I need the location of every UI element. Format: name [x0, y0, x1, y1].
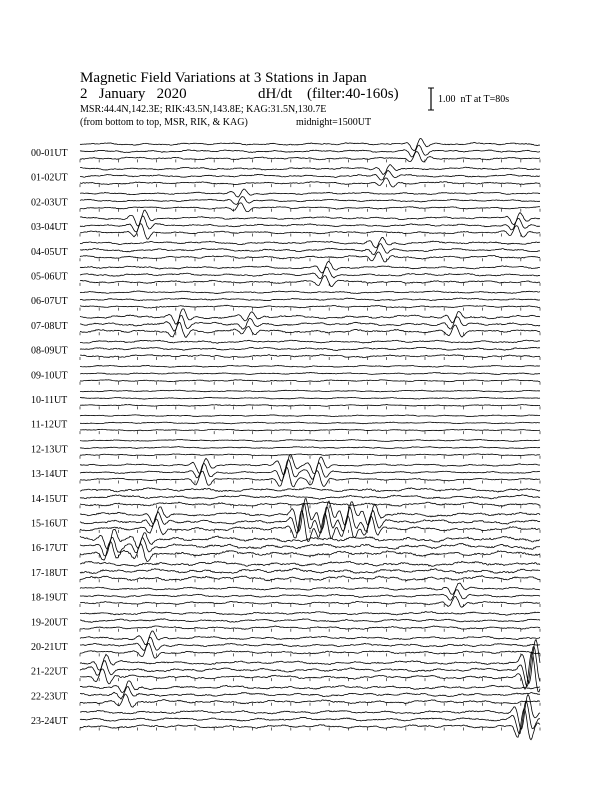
row-label: 22-23UT: [31, 691, 68, 703]
trace-msr: [80, 454, 540, 456]
trace-kag: [80, 612, 540, 616]
trace-rik: [80, 397, 540, 399]
trace-rik: [80, 145, 540, 157]
hour-row: [31, 415, 540, 434]
trace-kag: [80, 583, 540, 594]
row-ticks: [80, 332, 540, 335]
trace-msr: [80, 380, 540, 382]
hour-row: [31, 631, 540, 658]
hour-row: [31, 529, 540, 561]
row-ticks: [80, 481, 540, 484]
trace-rik: [80, 372, 540, 374]
trace-kag: [80, 164, 540, 174]
scale-bar-label: 1.00 nT at T=80s: [438, 94, 510, 105]
row-label: 08-09UT: [31, 345, 68, 357]
hour-row: [31, 164, 540, 187]
trace-rik: [80, 244, 540, 255]
trace-msr: [80, 709, 540, 740]
trace-rik: [80, 537, 540, 556]
hour-row: [31, 365, 540, 384]
hour-row: [31, 340, 540, 360]
row-ticks: [80, 308, 540, 311]
trace-rik: [80, 460, 540, 481]
hour-row: [31, 261, 540, 286]
row-ticks: [80, 382, 540, 385]
trace-rik: [80, 568, 540, 573]
trace-msr: [80, 405, 540, 407]
trace-msr: [80, 467, 540, 486]
row-label: 23-24UT: [31, 716, 68, 728]
row-label: 11-12UT: [31, 419, 68, 431]
hour-row: [31, 612, 540, 632]
trace-kag: [80, 237, 540, 247]
trace-msr: [80, 652, 540, 692]
stations-label: MSR:44.4N,142.3E; RIK:43.5N,143.8E; KAG:31.5N,130.7E: [80, 104, 327, 115]
row-ticks: [80, 406, 540, 409]
row-label: 06-07UT: [31, 296, 68, 308]
row-label: 10-11UT: [31, 395, 68, 406]
trace-rik: [80, 315, 540, 331]
row-label: 07-08UT: [31, 320, 68, 332]
row-label: 09-10UT: [31, 370, 68, 382]
row-label: 02-03UT: [31, 197, 68, 209]
hour-rows: [31, 139, 540, 740]
hour-row: [31, 291, 540, 311]
trace-kag: [80, 365, 540, 367]
trace-kag: [80, 694, 540, 729]
trace-msr: [80, 429, 540, 431]
row-label: 03-04UT: [31, 222, 68, 234]
trace-kag: [80, 390, 540, 392]
trace-kag: [80, 139, 540, 151]
chart-title: Magnetic Field Variations at 3 Stations in Japan: [80, 70, 367, 86]
row-ticks: [80, 234, 540, 237]
row-ticks: [80, 604, 540, 607]
hour-row: [31, 309, 540, 338]
trace-rik: [80, 495, 540, 500]
trace-kag: [80, 291, 540, 294]
hour-row: [31, 488, 540, 509]
row-label: 04-05UT: [31, 246, 68, 258]
hour-row: [31, 640, 540, 692]
station-order-label: (from bottom to top, MSR, RIK, & KAG): [80, 117, 248, 128]
hour-row: [31, 237, 540, 262]
row-label: 19-20UT: [31, 617, 68, 629]
trace-rik: [80, 590, 540, 600]
row-ticks: [80, 184, 540, 187]
row-ticks: [80, 678, 540, 681]
trace-kag: [80, 340, 540, 343]
row-ticks: [80, 728, 540, 731]
trace-kag: [80, 415, 540, 417]
hour-row: [31, 189, 540, 212]
row-label: 18-19UT: [31, 592, 68, 604]
row-label: 17-18UT: [31, 567, 68, 579]
row-ticks: [80, 159, 540, 162]
row-label: 21-22UT: [31, 666, 68, 678]
trace-msr: [80, 305, 540, 308]
trace-kag: [80, 488, 540, 492]
trace-rik: [80, 447, 540, 449]
row-ticks: [80, 629, 540, 632]
midnight-label: midnight=1500UT: [296, 117, 372, 128]
row-label: 00-01UT: [31, 148, 68, 159]
quantity-label: dH/dt: [258, 86, 293, 102]
trace-kag: [80, 261, 540, 273]
trace-rik: [80, 347, 540, 350]
row-ticks: [80, 209, 540, 212]
row-label: 16-17UT: [31, 543, 68, 555]
trace-kag: [80, 681, 540, 693]
date-label: 2 January 2020: [80, 86, 187, 102]
row-label: 12-13UT: [31, 444, 68, 456]
hour-row: [31, 210, 540, 239]
hour-row: [31, 681, 540, 707]
hour-row: [31, 139, 540, 163]
row-ticks: [80, 431, 540, 434]
row-ticks: [80, 703, 540, 706]
row-ticks: [80, 258, 540, 261]
hour-row: [31, 454, 540, 486]
trace-kag: [80, 499, 540, 532]
trace-kag: [80, 561, 540, 566]
trace-rik: [80, 197, 540, 205]
row-ticks: [80, 357, 540, 360]
hour-row: [31, 439, 540, 458]
trace-kag: [80, 439, 540, 441]
hour-row: [31, 390, 540, 409]
row-ticks: [80, 456, 540, 459]
row-label: 05-06UT: [31, 271, 68, 283]
trace-kag: [80, 189, 540, 197]
trace-kag: [80, 309, 540, 325]
row-label: 13-14UT: [31, 469, 68, 481]
row-label: 01-02UT: [31, 172, 68, 184]
trace-rik: [80, 298, 540, 301]
row-label: 14-15UT: [31, 493, 68, 505]
row-label: 15-16UT: [31, 518, 68, 530]
trace-rik: [80, 170, 540, 180]
filter-label: (filter:40-160s): [307, 86, 399, 102]
hour-row: [31, 583, 540, 607]
row-ticks: [80, 653, 540, 656]
trace-rik: [80, 619, 540, 623]
scale-bar: [428, 88, 434, 110]
trace-rik: [80, 422, 540, 424]
row-label: 20-21UT: [31, 642, 68, 653]
hour-row: [31, 561, 540, 582]
row-ticks: [80, 579, 540, 582]
